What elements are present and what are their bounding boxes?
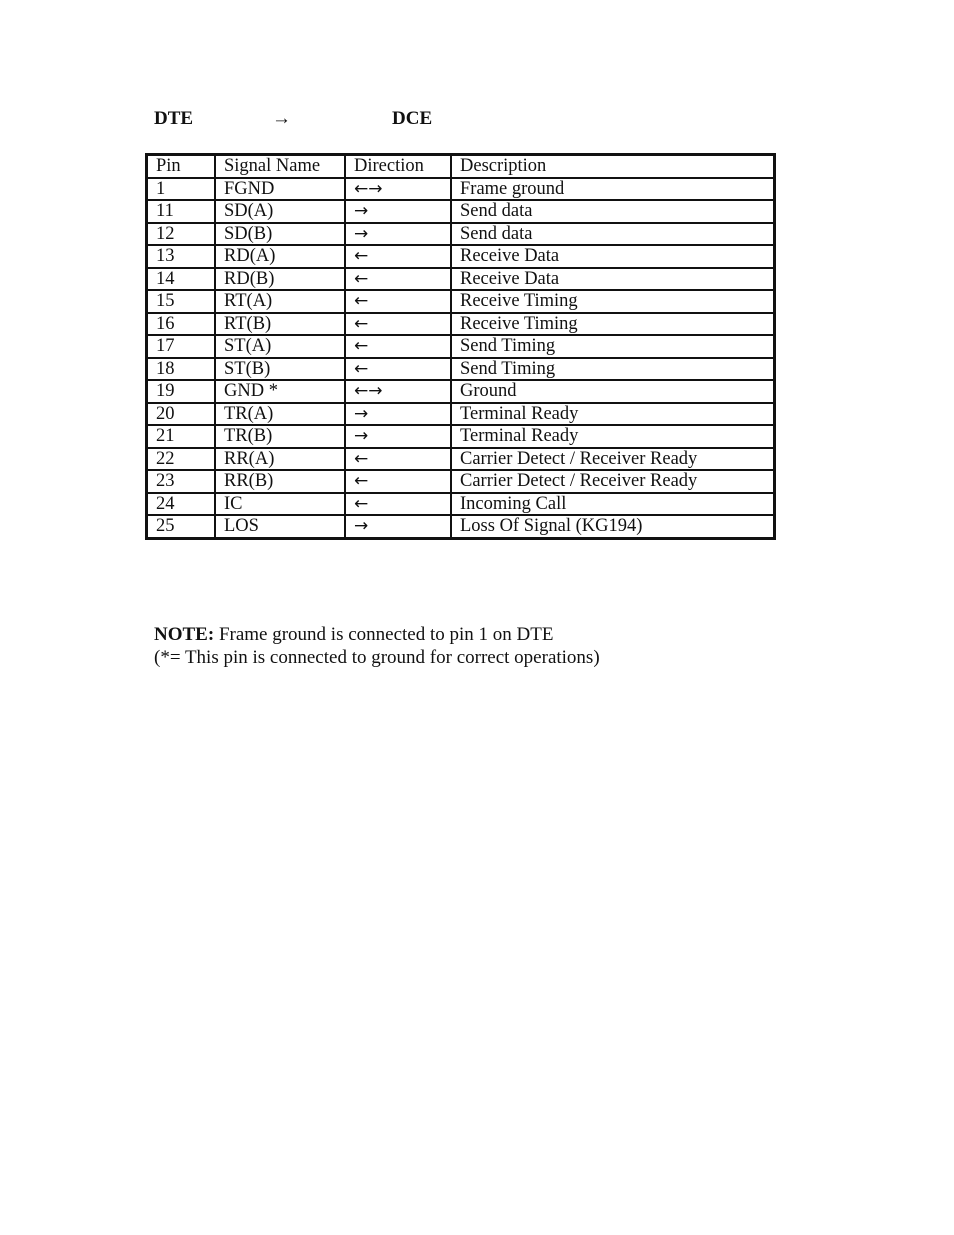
arrow-right-icon: →: [354, 426, 369, 447]
table-row: [147, 448, 775, 471]
signal-name-cell: RT(A): [215, 290, 345, 313]
description-cell: Send Timing: [451, 358, 775, 381]
description-cell: Terminal Ready: [451, 425, 775, 448]
pin-cell: 11: [147, 200, 216, 223]
column-header-signal-name: Signal Name: [215, 155, 345, 178]
column-header-description: Description: [451, 155, 775, 178]
description-cell: Terminal Ready: [451, 403, 775, 426]
header-dce-label: DCE: [392, 108, 433, 129]
description-cell: Carrier Detect / Receiver Ready: [451, 470, 775, 493]
arrow-left-icon: ←: [354, 291, 369, 312]
direction-cell: [345, 245, 451, 268]
table-row: [147, 358, 775, 381]
pin-cell: 17: [147, 335, 216, 358]
arrow-right-icon: →: [354, 223, 369, 244]
description-cell: Receive Data: [451, 268, 775, 291]
signal-name-cell: ST(B): [215, 358, 345, 381]
direction-cell: [345, 515, 451, 538]
table-row: [147, 313, 775, 336]
table-row: [147, 470, 775, 493]
description-cell: Receive Data: [451, 245, 775, 268]
direction-cell: [345, 358, 451, 381]
pin-cell: 21: [147, 425, 216, 448]
signal-name-cell: TR(A): [215, 403, 345, 426]
direction-cell: [345, 268, 451, 291]
pin-cell: 20: [147, 403, 216, 426]
table-header-row: [147, 155, 775, 178]
table-row: [147, 335, 775, 358]
pin-cell: 13: [147, 245, 216, 268]
header-right-arrow-icon: →: [272, 108, 291, 129]
arrow-left-icon: ←: [354, 336, 369, 357]
direction-cell: [345, 290, 451, 313]
signal-name-cell: ST(A): [215, 335, 345, 358]
signal-name-cell: RT(B): [215, 313, 345, 336]
table-row: [147, 425, 775, 448]
pin-cell: 15: [147, 290, 216, 313]
arrow-left-icon: ←: [354, 493, 369, 514]
arrow-left-icon: ←: [354, 358, 369, 379]
description-cell: Receive Timing: [451, 290, 775, 313]
direction-cell: [345, 470, 451, 493]
pin-cell: 1: [147, 178, 216, 201]
description-cell: Send data: [451, 200, 775, 223]
pin-cell: 14: [147, 268, 216, 291]
arrow-left-icon: ←: [354, 246, 369, 267]
note-line-1: [154, 623, 600, 646]
pin-cell: 24: [147, 493, 216, 516]
description-cell: Send data: [451, 223, 775, 246]
signal-name-cell: RR(A): [215, 448, 345, 471]
pinout-table: [145, 153, 776, 540]
description-cell: Incoming Call: [451, 493, 775, 516]
signal-name-cell: GND *: [215, 380, 345, 403]
direction-cell: [345, 335, 451, 358]
direction-cell: [345, 403, 451, 426]
arrow-right-icon: →: [354, 403, 369, 424]
description-cell: Loss Of Signal (KG194): [451, 515, 775, 538]
pin-cell: 12: [147, 223, 216, 246]
direction-cell: [345, 223, 451, 246]
table-row: [147, 493, 775, 516]
description-cell: Ground: [451, 380, 775, 403]
direction-cell: [345, 493, 451, 516]
arrow-left-icon: ←: [354, 471, 369, 492]
pin-cell: 16: [147, 313, 216, 336]
note-text-1: Frame ground is connected to pin 1 on DTE: [218, 624, 554, 645]
direction-cell: [345, 380, 451, 403]
pin-cell: 23: [147, 470, 216, 493]
signal-name-cell: FGND: [215, 178, 345, 201]
signal-name-cell: SD(A): [215, 200, 345, 223]
arrow-bidirectional-icon: ←→: [354, 178, 383, 199]
table-row: [147, 403, 775, 426]
arrow-left-icon: ←: [354, 313, 369, 334]
pin-cell: 19: [147, 380, 216, 403]
signal-name-cell: SD(B): [215, 223, 345, 246]
description-cell: Send Timing: [451, 335, 775, 358]
arrow-bidirectional-icon: ←→: [354, 381, 383, 402]
direction-cell: [345, 313, 451, 336]
signal-name-cell: RR(B): [215, 470, 345, 493]
description-cell: Carrier Detect / Receiver Ready: [451, 448, 775, 471]
table-row: [147, 290, 775, 313]
table-body: [147, 178, 775, 539]
arrow-right-icon: →: [354, 201, 369, 222]
direction-cell: [345, 448, 451, 471]
table-row: [147, 515, 775, 538]
column-header-direction: Direction: [345, 155, 451, 178]
pin-cell: 25: [147, 515, 216, 538]
signal-name-cell: RD(A): [215, 245, 345, 268]
signal-name-cell: RD(B): [215, 268, 345, 291]
header-dte-label: DTE: [154, 108, 194, 129]
direction-cell: [345, 425, 451, 448]
description-cell: Receive Timing: [451, 313, 775, 336]
pin-cell: 22: [147, 448, 216, 471]
note-block: [154, 623, 600, 669]
table-row: [147, 380, 775, 403]
column-header-pin: Pin: [147, 155, 216, 178]
table-row: [147, 245, 775, 268]
note-label: NOTE:: [154, 624, 215, 645]
note-line-2: (*= This pin is connected to ground for correct operations): [154, 647, 600, 668]
signal-name-cell: LOS: [215, 515, 345, 538]
direction-cell: [345, 178, 451, 201]
signal-name-cell: IC: [215, 493, 345, 516]
description-cell: Frame ground: [451, 178, 775, 201]
table-row: [147, 178, 775, 201]
arrow-left-icon: ←: [354, 268, 369, 289]
table-row: [147, 268, 775, 291]
arrow-right-icon: →: [354, 516, 369, 537]
table-row: [147, 200, 775, 223]
signal-name-cell: TR(B): [215, 425, 345, 448]
pin-cell: 18: [147, 358, 216, 381]
direction-cell: [345, 200, 451, 223]
arrow-left-icon: ←: [354, 448, 369, 469]
table-row: [147, 223, 775, 246]
